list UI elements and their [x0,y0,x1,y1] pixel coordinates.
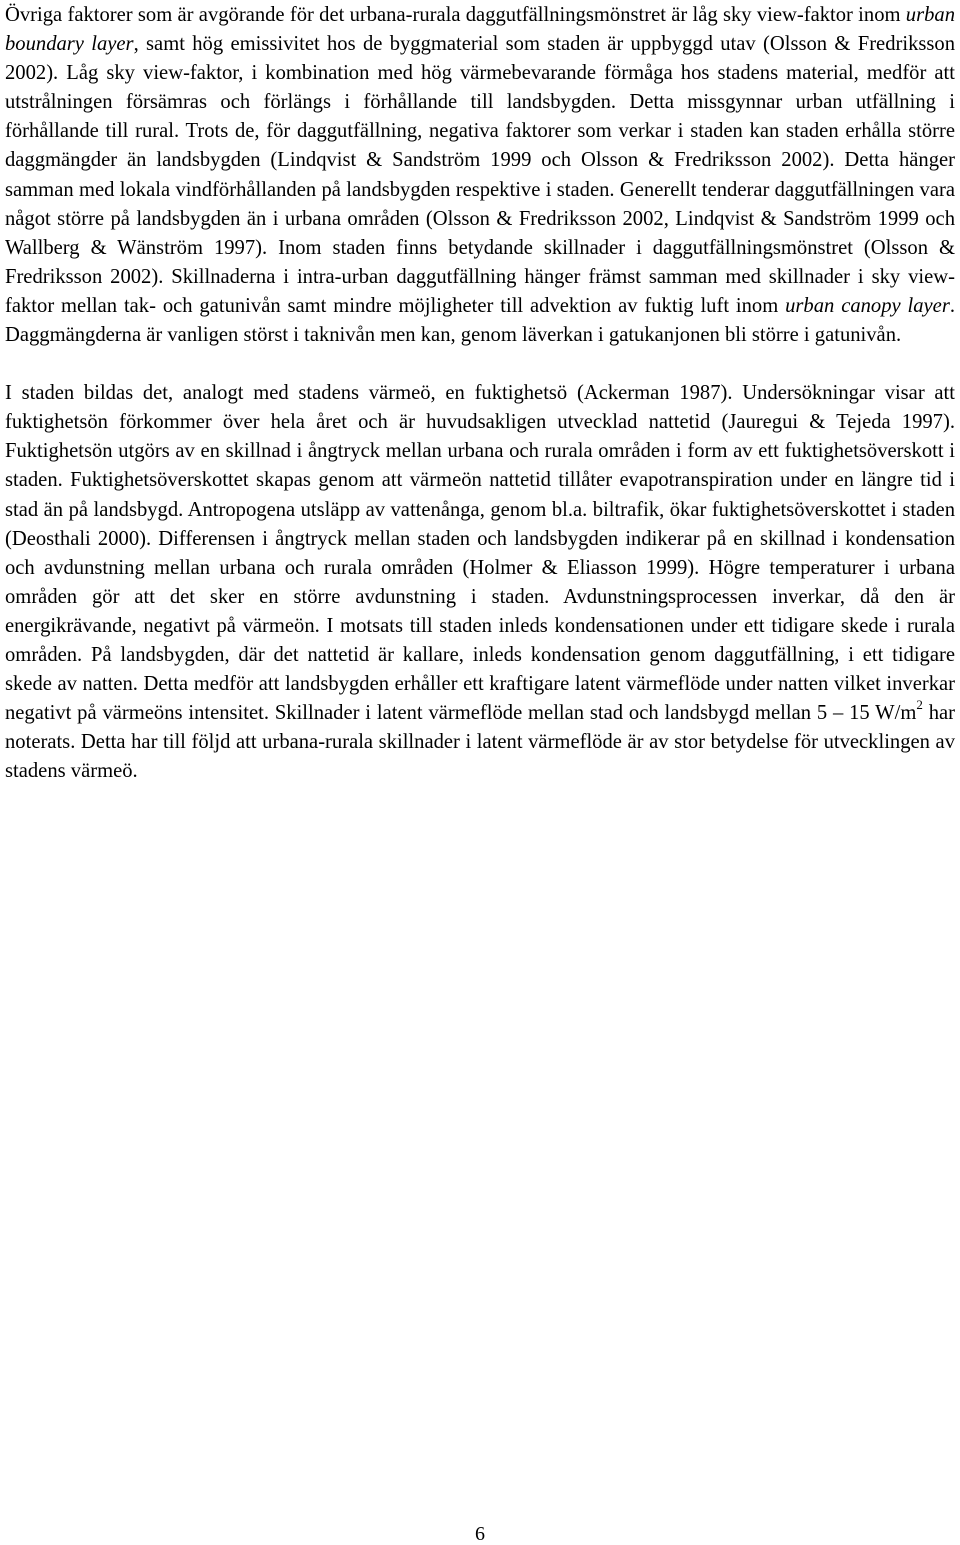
page-number: 6 [475,1523,485,1545]
unit-superscript: 2 [916,697,923,713]
body-paragraph-2 [5,379,955,786]
term-urban-canopy-layer: urban canopy layer [785,294,950,317]
paragraph-1-text-a: Övriga faktorer som är avgörande för det urbana-rurala daggutfällningsmönstret är låg sky view-faktor inom [5,4,906,26]
term-urban-boundary-layer: urban boundary layer [5,4,955,56]
document-page [5,0,955,786]
paragraph-2-text-a: I staden bildas det, analogt med stadens värmeö, en fuktighetsö (Ackerman 1987). Undersökningar visar att fuktighetsön förkommer över hela året och är huvudsakligen utvecklad nattetid (Jauregui & Tejeda 1997). Fuktighetsön utgörs av en skillnad i ångtryck mellan urbana och rurala områden i form av ett fuktighetsöverskott i staden. Fuktighetsöverskottet skapas genom att värmeön nattetid tillåter evapotranspiration under en längre tid i stad än på landsbygd. Antropogena utsläpp av vattenånga, genom bl.a. biltrafik, ökar fuktighetsöverskottet i staden (Deosthali 2000). Differensen i ångtryck mellan staden och landsbygden indikerar på en skillnad i kondensation och avdunstning mellan urbana och rurala områden (Holmer & Eliasson 1999). Högre temperaturer i urbana områden gör att det sker en större avdunstning i staden. Avdunstningsprocessen inverkar, då den är energikrävande, negativt på värmeön. I motsats till staden inleds kondensationen under ett tidigare skede i rurala områden. På landsbygden, där det nattetid är kallare, inleds kondensation genom daggutfällning, i ett tidigare skede av natten. Detta medför att landsbygden erhåller ett kraftigare latent värmeflöde under natten vilket inverkar negativt på värmeöns intensitet. Skillnader i latent värmeflöde mellan stad och landsbygd mellan 5 – 15 W/m [5,382,955,725]
paragraph-1-text-c: . Daggmängderna är vanligen störst i taknivån men kan, genom läverkan i gatukanjonen bli större i gatunivån. [5,294,955,347]
paragraph-2-text-b: har noterats. Detta har till följd att urbana-rurala skillnader i latent värmeflöde är av stor betydelse för utvecklingen av stadens värmeö. [5,702,955,783]
body-paragraph-1 [5,0,955,350]
paragraph-1-text-b: , samt hög emissivitet hos de byggmaterial som staden är uppbyggd utav (Olsson & Fredriksson 2002). Låg sky view-faktor, i kombination med hög värmebevarande förmåga hos stadens material, medför att utstrålningen försämras och förlängs i förhållande till landsbygden. Detta missgynnar urban utfällning i förhållande till rural. Trots de, för daggutfällning, negativa faktorer som verkar i staden kan staden erhålla större daggmängder än landsbygden (Lindqvist & Sandström 1999 och Olsson & Fredriksson 2002). Detta hänger samman med lokala vindförhållanden på landsbygden respektive i staden. Generellt tenderar daggutfällningen vara något större på landsbygden än i urbana områden (Olsson & Fredriksson 2002, Lindqvist & Sandström 1999 och Wallberg & Wänström 1997). Inom staden finns betydande skillnader i daggutfällningsmönstret (Olsson & Fredriksson 2002). Skillnaderna i intra-urban daggutfällning hänger främst samman med skillnader i sky view-faktor mellan tak- och gatunivån samt mindre möjligheter till advektion av fuktig luft inom [5,33,955,317]
